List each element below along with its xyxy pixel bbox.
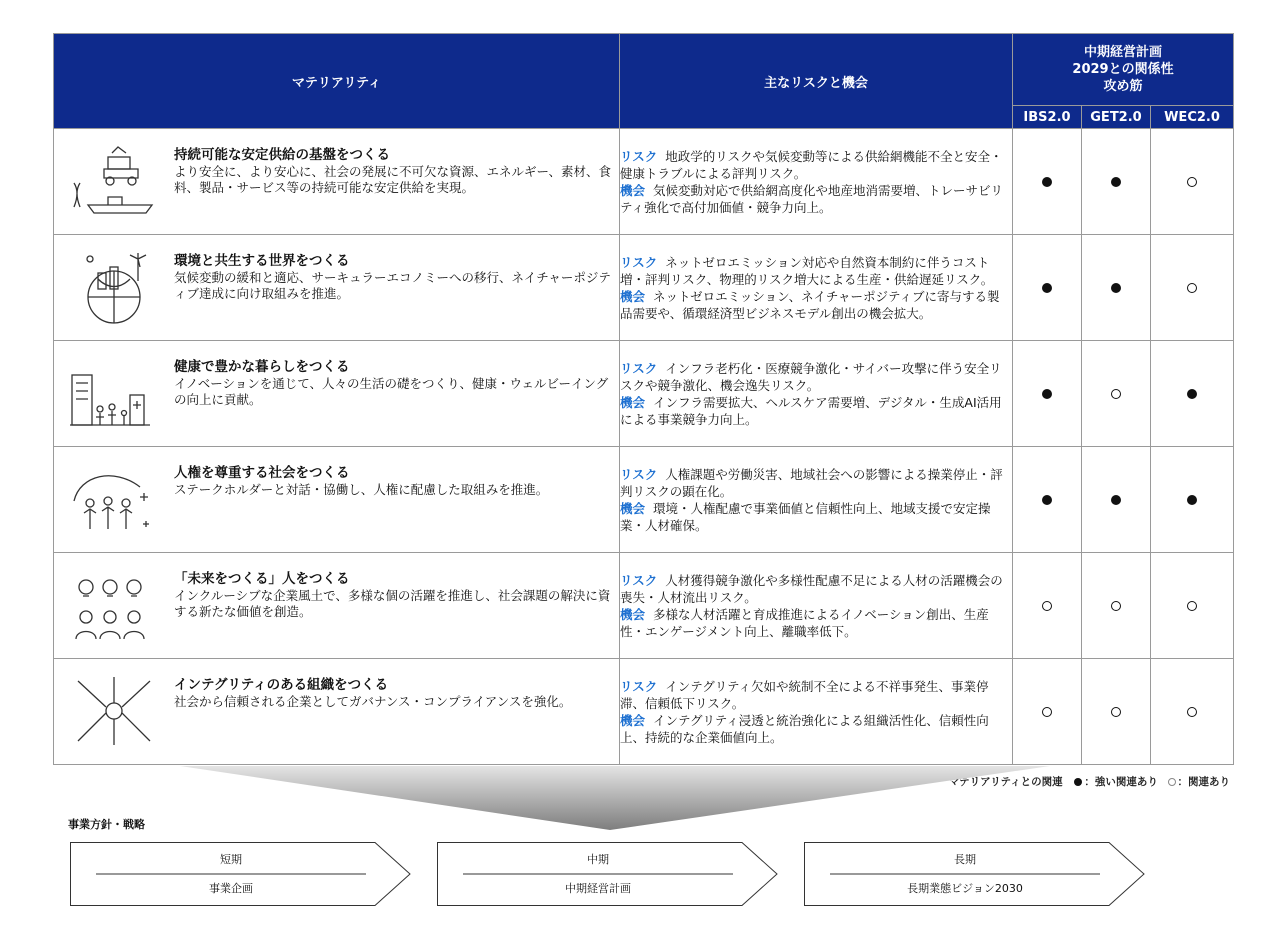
header-plan-line3: 攻め筋 [1103,79,1143,94]
opportunity-text: ネットゼロエミッション、ネイチャーポジティブに寄与する製品需要や、循環経済型ビジネスモデル創出の機会拡大。 [620,288,1000,321]
risk-opportunity-cell [620,553,1013,659]
materiality-row [54,553,1234,659]
mining-truck-ship-icon [68,143,160,219]
materiality-description: 社会から信頼される企業としてガバナンス・コンプライアンスを強化。 [174,694,572,709]
materiality-description: イノベーションを通じて、人々の生活の礎をつくり、健康・ウェルビーイングの向上に貢献。 [174,376,609,407]
globe-city-icon [68,249,160,325]
ibs-relation-cell [1013,341,1082,447]
wec-relation-cell [1151,235,1234,341]
risk-label: リスク [620,466,658,482]
risk-label: リスク [620,572,658,588]
header-materiality: マテリアリティ [54,34,620,129]
relation-ring [1187,707,1197,717]
get-relation-cell [1082,447,1151,553]
relation-ring [1042,601,1052,611]
funnel-shape [180,766,1050,830]
risk-opportunity-cell [620,341,1013,447]
arrow-term-label: 中期 [587,853,609,866]
hospital-family-icon [68,355,160,431]
relation-ring [1042,707,1052,717]
legend-strong-dot [1074,778,1082,786]
ibs-relation-cell [1013,235,1082,341]
people-group-icon [68,461,160,537]
opportunity-label: 機会 [620,394,646,410]
ibs-relation-cell [1013,659,1082,765]
materiality-title: 健康で豊かな暮らしをつくる [174,359,350,375]
header-plan-line1: 中期経営計画 [1083,45,1162,60]
opportunity-label: 機会 [620,288,646,304]
risk-text: ネットゼロエミッション対応や自然資本制約に伴うコスト増・評判リスク、物理的リスク増大による生産・供給遅延リスク。 [620,254,994,287]
policy-title: 事業方針・戦略 [68,818,145,831]
relation-ring [1187,177,1197,187]
arrow-term-label: 長期 [954,853,976,866]
materiality-title: インテグリティのある組織をつくる [174,677,389,693]
header-plan-line2: 2029との関係性 [1072,62,1174,77]
risk-opportunity-cell [620,129,1013,235]
risk-label: リスク [620,360,658,376]
legend-prefix: マテリアリティとの関連 [948,776,1063,788]
materiality-description: 気候変動の緩和と適応、サーキュラーエコノミーへの移行、ネイチャーポジティブ達成に向け取組みを推進。 [174,270,611,301]
materiality-cell [54,341,620,447]
materiality-title: 持続可能な安定供給の基盤をつくる [174,147,390,163]
materiality-cell [54,447,620,553]
wec-relation-cell [1151,129,1234,235]
opportunity-label: 機会 [620,712,646,728]
timeline-arrow [70,842,412,906]
wec-relation-cell [1151,447,1234,553]
wec-relation-cell [1151,341,1234,447]
risk-label: リスク [620,254,658,270]
legend-strong-text: ：強い関連あり [1084,776,1158,788]
joined-hands-icon [68,673,160,749]
materiality-cell [54,129,620,235]
opportunity-text: 環境・人権配慮で事業価値と信頼性向上、地域支援で安定操業・人材確保。 [620,500,991,533]
materiality-title: 環境と共生する世界をつくる [174,253,350,269]
risk-text: インフラ老朽化・医療競争激化・サイバー攻撃に伴う安全リスクや競争激化、機会逸失リスク。 [620,360,1002,393]
materiality-description: ステークホルダーと対話・協働し、人権に配慮した取組みを推進。 [174,482,549,497]
get-relation-cell [1082,129,1151,235]
materiality-row [54,659,1234,765]
strong-relation-dot [1042,177,1052,187]
materiality-row [54,341,1234,447]
get-relation-cell [1082,235,1151,341]
strong-relation-dot [1111,495,1121,505]
risk-text: 人材獲得競争激化や多様性配慮不足による人材の活躍機会の喪失・人材流出リスク。 [620,572,1003,605]
materiality-row [54,447,1234,553]
timeline-arrow [804,842,1146,906]
strong-relation-dot [1187,495,1197,505]
materiality-row [54,129,1234,235]
materiality-title: 人権を尊重する社会をつくる [174,465,350,481]
ibs-relation-cell [1013,447,1082,553]
strong-relation-dot [1042,389,1052,399]
materiality-row [54,235,1234,341]
opportunity-label: 機会 [620,500,646,516]
materiality-table [53,33,1234,765]
header-plan [1013,34,1234,106]
ibs-relation-cell [1013,129,1082,235]
get-relation-cell [1082,341,1151,447]
risk-text: 地政学的リスクや気候変動等による供給網機能不全と安全・健康トラブルによる評判リスク。 [620,148,1003,181]
timeline-arrow [437,842,779,906]
header-ibs: IBS2.0 [1013,106,1082,129]
header-get: GET2.0 [1082,106,1151,129]
materiality-cell [54,659,620,765]
risk-opportunity-cell [620,447,1013,553]
risk-label: リスク [620,678,658,694]
materiality-description: より安全に、より安心に、社会の発展に不可欠な資源、エネルギー、素材、食料、製品・サービス等の持続可能な安定供給を実現。 [174,164,612,195]
materiality-cell [54,235,620,341]
risk-opportunity-cell [620,659,1013,765]
relation-ring [1111,601,1121,611]
get-relation-cell [1082,659,1151,765]
relation-ring [1187,601,1197,611]
materiality-description: インクルーシブな企業風土で、多様な個の活躍を推進し、社会課題の解決に資する新たな価値を創造。 [174,588,611,619]
risk-label: リスク [620,148,658,164]
header-wec: WEC2.0 [1151,106,1234,129]
materiality-cell [54,553,620,659]
opportunity-text: インテグリティ浸透と統治強化による組織活性化、信頼性向上、持続的な企業価値向上。 [620,712,989,745]
header-risk-opportunity: 主なリスクと機会 [620,34,1013,129]
relation-ring [1111,707,1121,717]
wec-relation-cell [1151,659,1234,765]
opportunity-label: 機会 [620,606,646,622]
strong-relation-dot [1111,283,1121,293]
get-relation-cell [1082,553,1151,659]
strong-relation-dot [1042,283,1052,293]
ibs-relation-cell [1013,553,1082,659]
relation-ring [1187,283,1197,293]
opportunity-text: インフラ需要拡大、ヘルスケア需要増、デジタル・生成AI活用による事業競争力向上。 [620,394,1002,427]
legend-related-text: ：関連あり [1177,776,1230,788]
arrow-plan-label: 事業企画 [209,882,253,895]
arrow-plan-label: 長期業態ビジョン2030 [907,882,1023,895]
arrow-term-label: 短期 [220,853,242,866]
materiality-title: 「未来をつくる」人をつくる [174,571,350,587]
strong-relation-dot [1187,389,1197,399]
legend-related-ring [1168,778,1176,786]
lightbulb-people-icon [68,567,160,643]
risk-opportunity-cell [620,235,1013,341]
opportunity-text: 気候変動対応で供給網高度化や地産地消需要増、トレーサビリティ強化で高付加価値・競争力向上。 [620,182,1004,215]
wec-relation-cell [1151,553,1234,659]
opportunity-label: 機会 [620,182,646,198]
strong-relation-dot [1111,177,1121,187]
risk-text: 人権課題や労働災害、地域社会への影響による操業停止・評判リスクの顕在化。 [620,466,1003,499]
relation-ring [1111,389,1121,399]
arrow-plan-label: 中期経営計画 [565,882,631,895]
opportunity-text: 多様な人材活躍と育成推進によるイノベーション創出、生産性・エンゲージメント向上、離職率低下。 [620,606,989,639]
strong-relation-dot [1042,495,1052,505]
risk-text: インテグリティ欠如や統制不全による不祥事発生、事業停滞、信頼低下リスク。 [620,678,989,711]
